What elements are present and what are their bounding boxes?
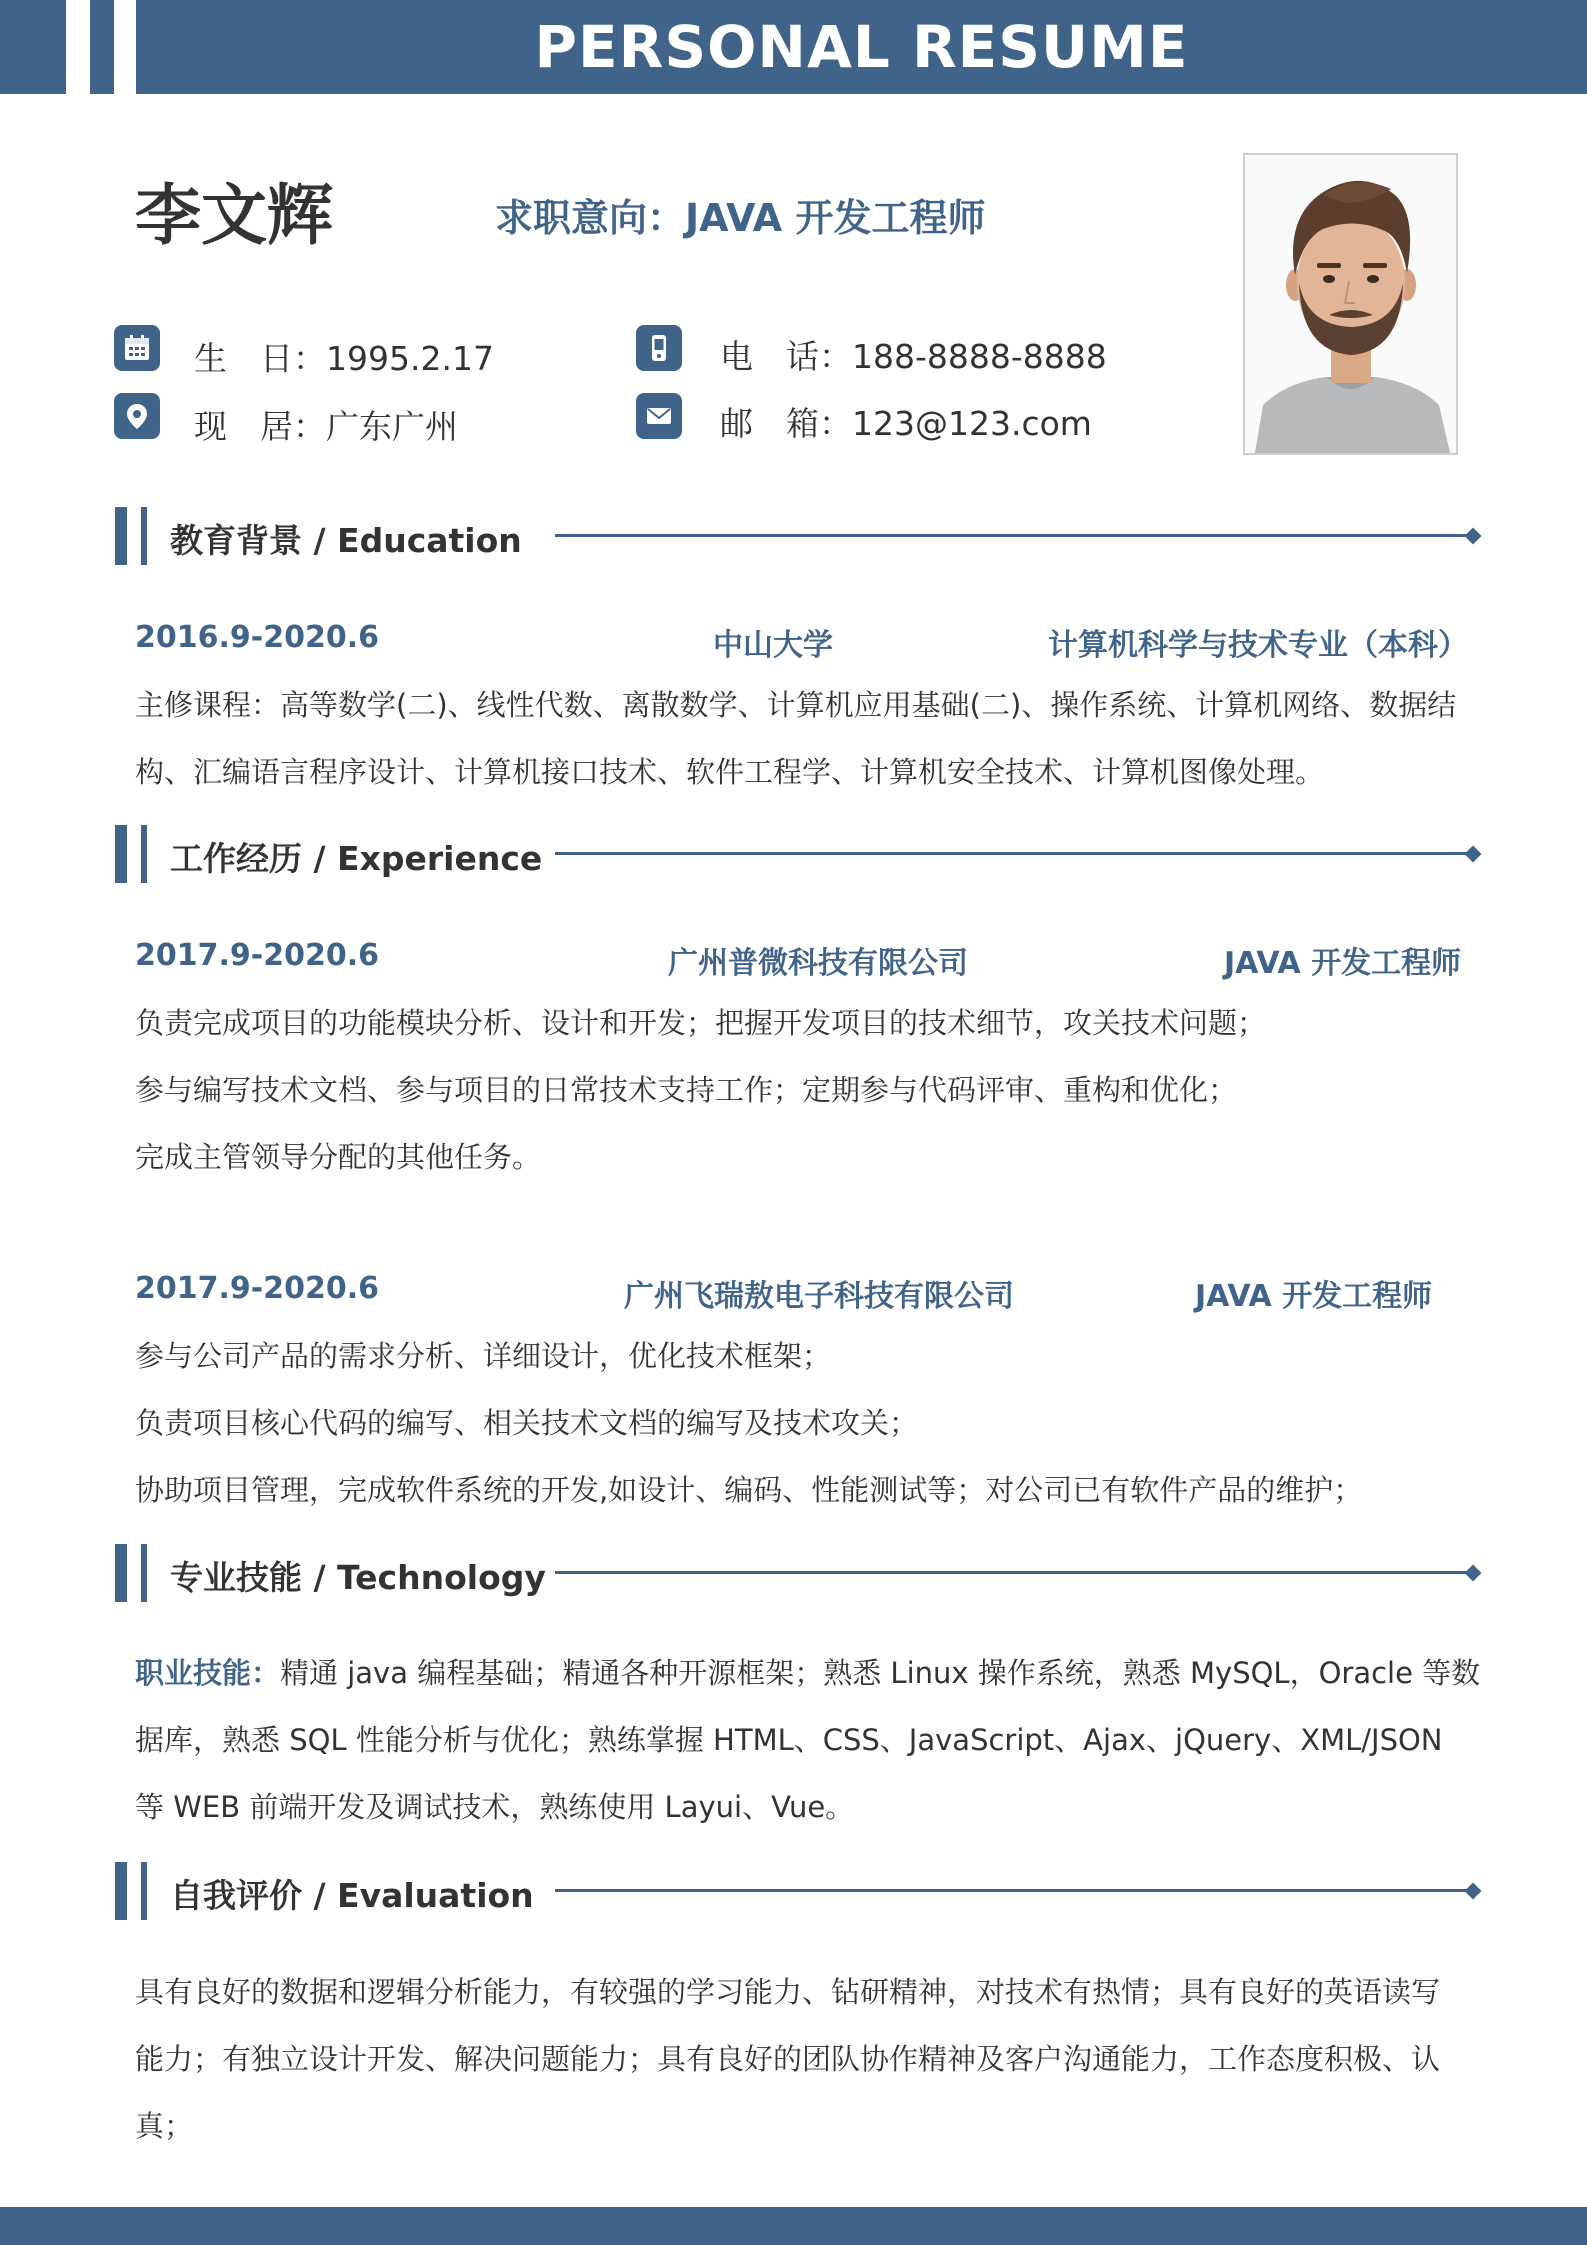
email-value: 123@123.com	[852, 404, 1092, 443]
phone-label: 电 话：	[720, 337, 852, 376]
experience-date: 2017.9-2020.6	[135, 1271, 379, 1306]
experience-duty-line: 负责项目核心代码的编写、相关技术文档的编写及技术攻关；	[135, 1406, 919, 1440]
skills-label: 职业技能：	[135, 1656, 281, 1690]
skills-line: 等 WEB 前端开发及调试技术，熟练使用 Layui、Vue。	[135, 1790, 855, 1824]
experience-duty-line: 参与公司产品的需求分析、详细设计，优化技术框架；	[135, 1339, 832, 1373]
section-divider	[555, 1571, 1473, 1574]
footer-bar	[0, 2207, 1587, 2245]
calendar-icon	[114, 325, 160, 371]
residence-label: 现 居：	[194, 407, 326, 446]
section-marker	[141, 1544, 147, 1602]
residence-info	[194, 401, 458, 448]
experience-role: JAVA 开发工程师	[1224, 946, 1462, 981]
resume-title: PERSONAL RESUME	[534, 13, 1189, 81]
divider-end-diamond	[1465, 846, 1482, 863]
section-title-education: 教育背景 / Education	[170, 521, 522, 560]
section-title-technology: 专业技能 / Technology	[170, 1558, 546, 1597]
job-intent: 求职意向：JAVA 开发工程师	[495, 196, 986, 240]
evaluation-line: 能力；有独立设计开发、解决问题能力；具有良好的团队协作精神及客户沟通能力，工作态度积极、认	[135, 2042, 1441, 2076]
divider-end-diamond	[1465, 1565, 1482, 1582]
skills-line: 据库，熟悉 SQL 性能分析与优化；熟练掌握 HTML、CSS、JavaScript、Ajax、jQuery、XML/JSON	[135, 1723, 1443, 1757]
email-icon	[636, 393, 682, 439]
avatar-portrait	[1245, 155, 1456, 453]
phone-value: 188-8888-8888	[852, 337, 1107, 376]
education-courses-line: 主修课程：高等数学(二)、线性代数、离散数学、计算机应用基础(二)、操作系统、计算机网络、数据结	[135, 688, 1457, 722]
header-banner-stripe	[90, 0, 114, 94]
phone-info	[720, 331, 1107, 378]
experience-duty-line: 参与编写技术文档、参与项目的日常技术支持工作；定期参与代码评审、重构和优化；	[135, 1073, 1238, 1107]
section-marker	[115, 1544, 127, 1602]
section-marker	[115, 825, 127, 883]
phone-icon	[636, 325, 682, 371]
birth-info	[194, 333, 494, 380]
header-banner-left	[0, 0, 66, 94]
divider-end-diamond	[1465, 1883, 1482, 1900]
education-school: 中山大学	[713, 628, 833, 663]
section-marker	[141, 825, 147, 883]
email-info	[720, 398, 1092, 445]
section-marker	[141, 1862, 147, 1920]
experience-date: 2017.9-2020.6	[135, 938, 379, 973]
education-date: 2016.9-2020.6	[135, 620, 379, 655]
education-courses-line: 构、汇编语言程序设计、计算机接口技术、软件工程学、计算机安全技术、计算机图像处理。	[135, 755, 1325, 789]
skills-line	[135, 1640, 1480, 1707]
experience-role: JAVA 开发工程师	[1195, 1279, 1433, 1314]
birth-value: 1995.2.17	[326, 339, 494, 378]
evaluation-line: 具有良好的数据和逻辑分析能力，有较强的学习能力、钻研精神，对技术有热情；具有良好的英语读写	[135, 1975, 1441, 2009]
section-divider	[555, 852, 1473, 855]
section-marker	[115, 507, 127, 565]
residence-value: 广东广州	[326, 407, 458, 446]
section-divider	[555, 1889, 1473, 1892]
experience-duty-line: 负责完成项目的功能模块分析、设计和开发；把握开发项目的技术细节，攻关技术问题；	[135, 1006, 1267, 1040]
section-title-experience: 工作经历 / Experience	[170, 839, 543, 878]
candidate-name: 李文辉	[135, 177, 333, 254]
evaluation-line: 真；	[135, 2109, 194, 2143]
section-marker	[141, 507, 147, 565]
education-major: 计算机科学与技术专业（本科）	[1048, 628, 1468, 663]
experience-company: 广州飞瑞敖电子科技有限公司	[624, 1279, 1014, 1314]
experience-company: 广州普微科技有限公司	[668, 946, 968, 981]
section-divider	[555, 534, 1473, 537]
location-pin-icon	[114, 393, 160, 439]
experience-duty-line: 完成主管领导分配的其他任务。	[135, 1140, 542, 1174]
skills-text: 精通 java 编程基础；精通各种开源框架；熟悉 Linux 操作系统，熟悉 MySQL，Oracle 等数	[280, 1656, 1481, 1690]
section-title-evaluation: 自我评价 / Evaluation	[170, 1876, 534, 1915]
section-marker	[115, 1862, 127, 1920]
experience-duty-line: 协助项目管理，完成软件系统的开发,如设计、编码、性能测试等；对公司已有软件产品的维护；	[135, 1473, 1363, 1507]
avatar	[1243, 153, 1458, 455]
email-label: 邮 箱：	[720, 404, 852, 443]
birth-label: 生 日：	[194, 339, 326, 378]
divider-end-diamond	[1465, 528, 1482, 545]
